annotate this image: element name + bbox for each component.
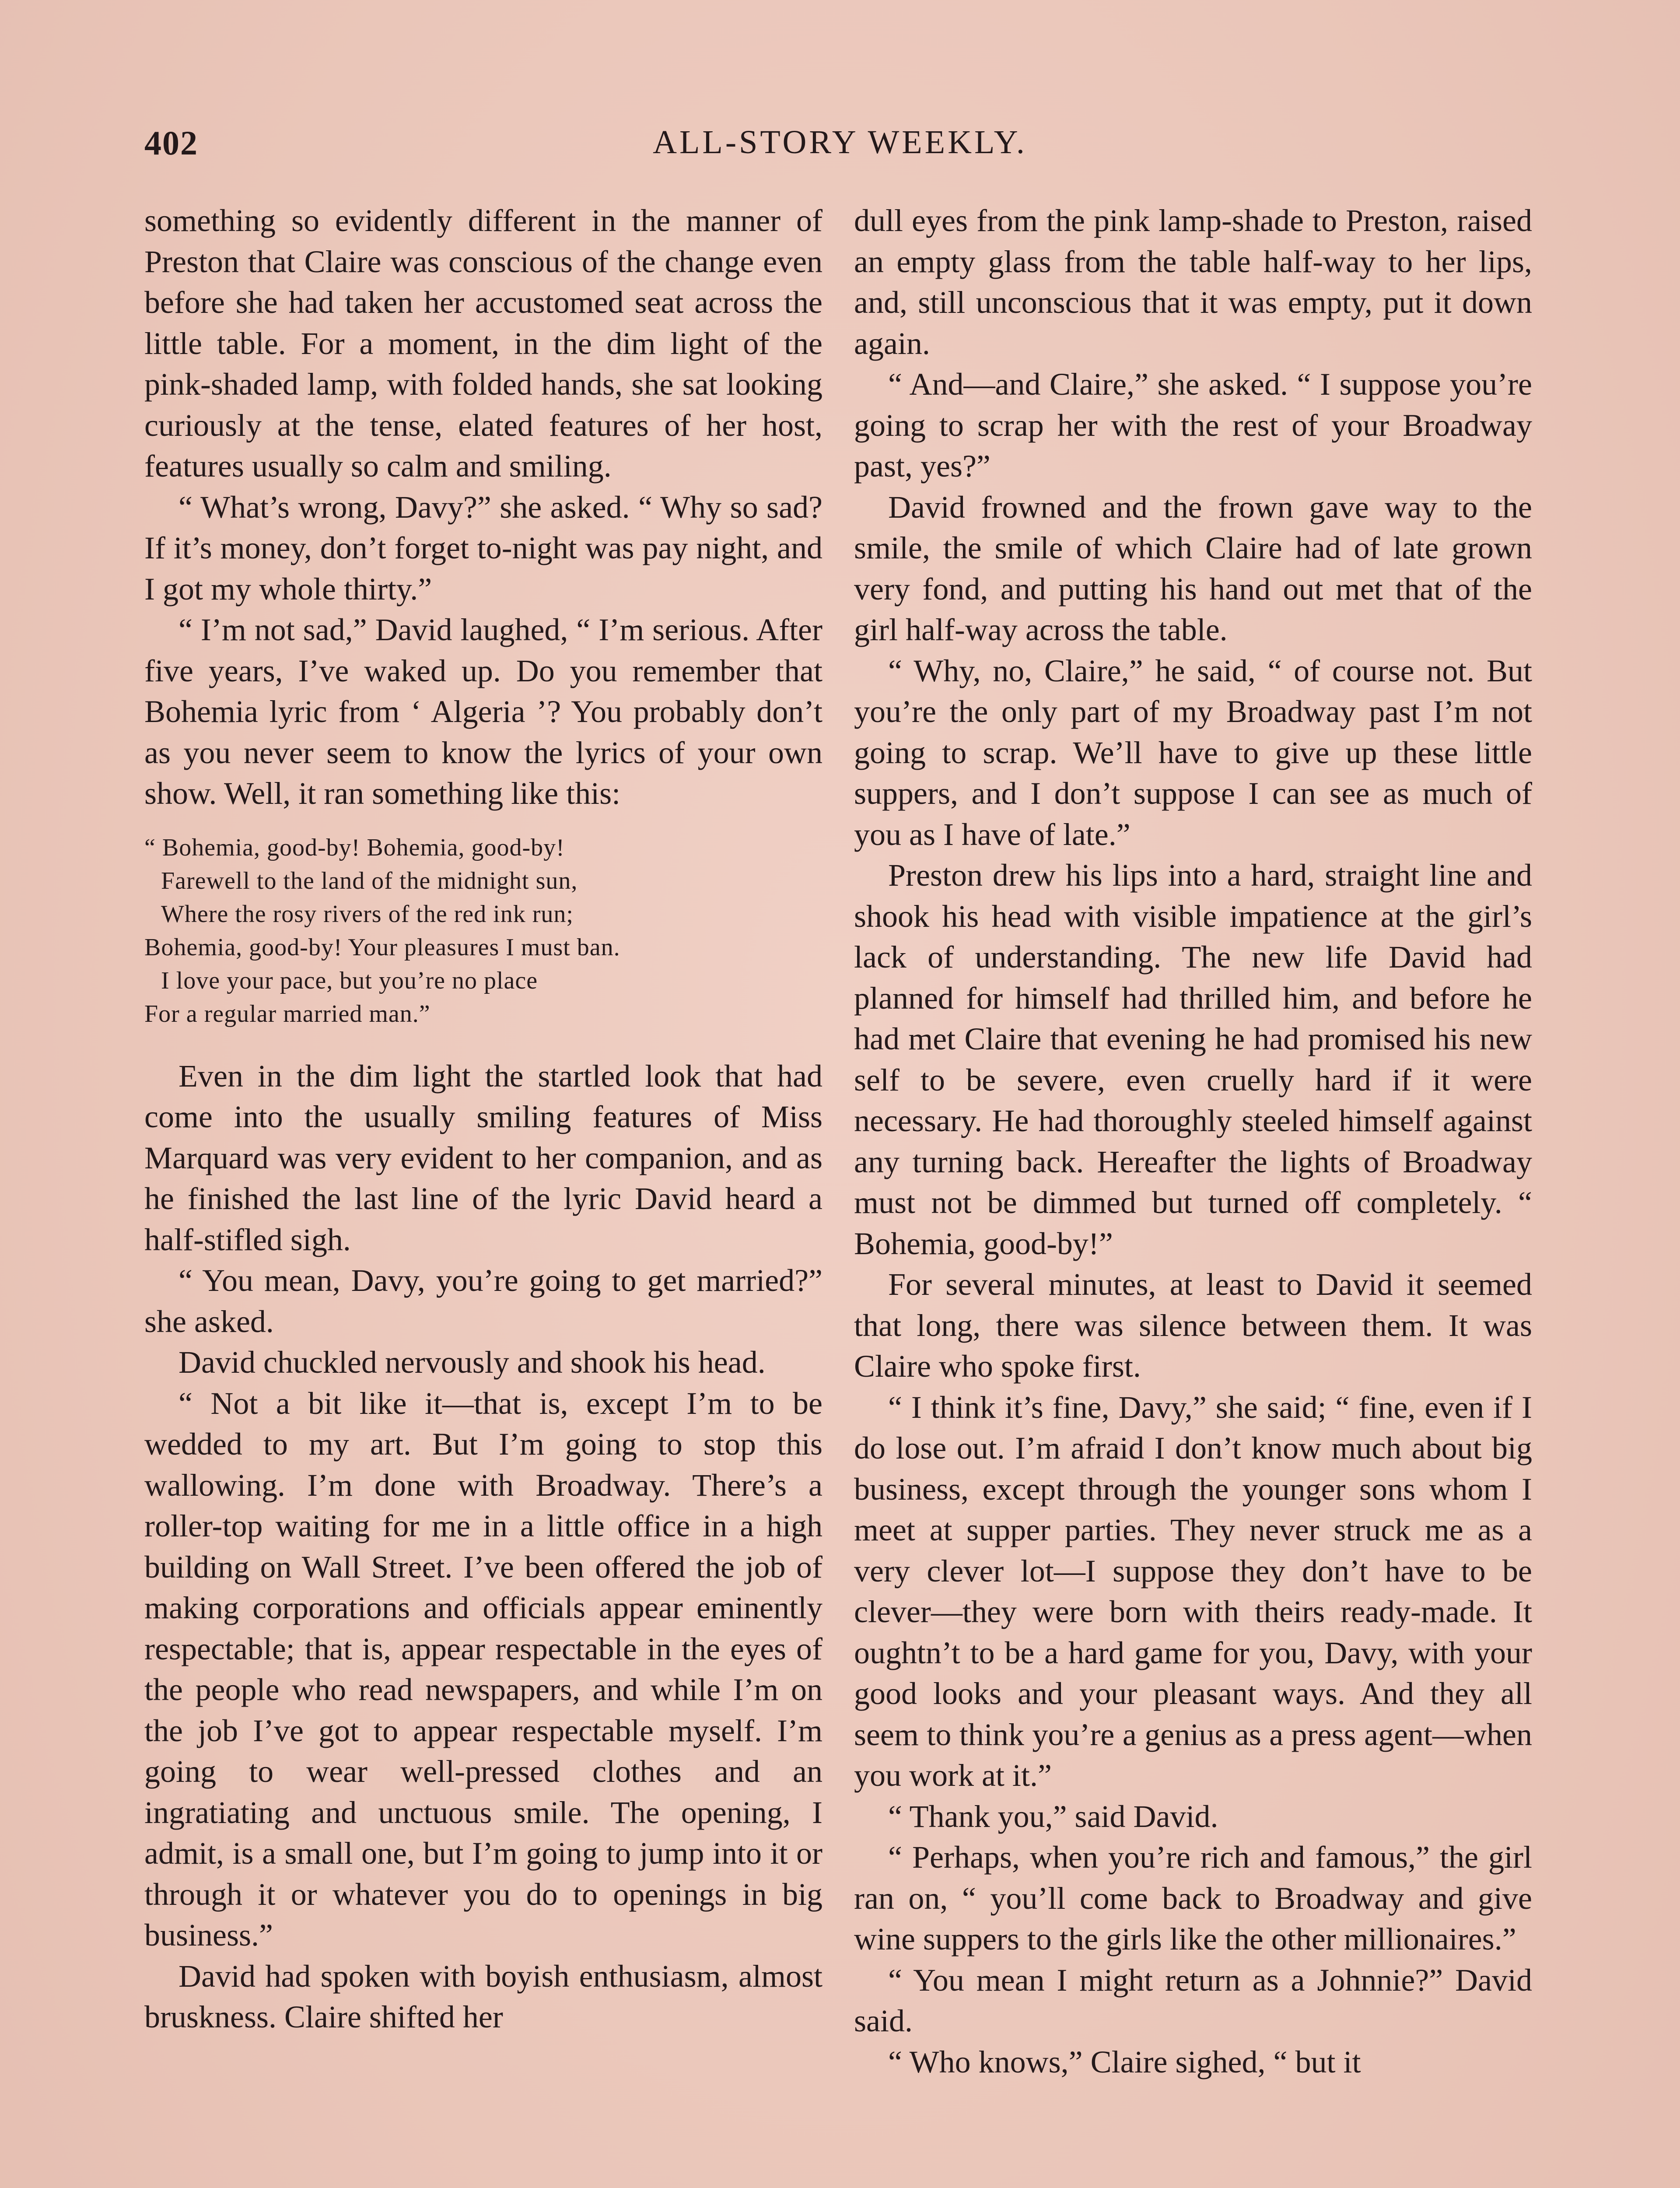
paragraph: “ You mean, Davy, you’re going to get married?” she asked. (144, 1263, 822, 1339)
paragraph: “ You mean I might return as a Johnnie?” David said. (854, 1962, 1532, 2038)
paragraph: Even in the dim light the startled look that had come into the usually smiling features of Miss Marquard was very evident to her companion, and as he finished the last line of the lyric David heard a half-stifled sigh. (144, 1058, 822, 1257)
paragraph: Preston drew his lips into a hard, straight line and shook his head with visible impatience at the girl’s lack of understanding. The new life David had planned for himself had thrilled him, and before he had met Claire that evening he had promised his new self to be severe, even cruelly hard if it were necessary. He had thoroughly steeled himself against any turning back. Hereafter the lights of Broadway must not be dimmed but turned off completely. “ Bohemia, good-by!” (854, 858, 1532, 1261)
page-header (144, 123, 1536, 176)
paragraph: “ Perhaps, when you’re rich and famous,” the girl ran on, “ you’ll come back to Broadway and give wine suppers to the girls like the other millionaires.” (854, 1840, 1532, 1957)
paragraph: “ And—and Claire,” she asked. “ I suppose you’re going to scrap her with the rest of your Broadway past, yes?” (854, 367, 1532, 484)
page-number: 402 (144, 124, 198, 162)
paragraph: For several minutes, at least to David it seemed that long, there was silence between them. It was Claire who spoke first. (854, 1267, 1532, 1384)
paragraph: “ Not a bit like it—that is, except I’m to be wedded to my art. But I’m going to stop this wallowing. I’m done with Broadway. There’s a roller-top waiting for me in a little office in a high building on Wall Street. I’ve been offered the job of making corporations and officials appear eminently respectable; that is, appear respectable in the eyes of the people who read newspapers, and while I’m on the job I’ve got to appear respectable myself. I’m going to wear well-pressed clothes and an ingratiating and unctuous smile. The opening, I admit, is a small one, but I’m going to jump into it or through it or whatever you do to openings in big business.” (144, 1385, 822, 1953)
lyric-quote (144, 831, 822, 1031)
paragraph: “ Why, no, Claire,” he said, “ of course not. But you’re the only part of my Broadway past I’m not going to scrap. We’ll have to give up these little suppers, and I don’t suppose I can see as much of you as I have of late.” (854, 653, 1532, 852)
poem-line: Where the rosy rivers of the red ink run; (161, 900, 574, 928)
paragraph: David frowned and the frown gave way to the smile, the smile of which Claire had of late grown very fond, and putting his hand out met that of the girl half-way across the table. (854, 489, 1532, 647)
paragraph: “ Who knows,” Claire sighed, “ but it (888, 2044, 1361, 2079)
paragraph: dull eyes from the pink lamp-shade to Preston, raised an empty glass from the table half-way to her lips, and, still unconscious that it was empty, put it down again. (854, 203, 1532, 361)
paragraph: “ I’m not sad,” David laughed, “ I’m serious. After five years, I’ve waked up. Do you remember that Bohemia lyric from ‘ Algeria ’? You probably don’t as you never seem to know the lyrics of your own show. Well, it ran something like this: (144, 612, 822, 811)
poem-line: Farewell to the land of the midnight sun, (161, 867, 578, 894)
poem-line: For a regular married man.” (144, 1000, 430, 1027)
poem-line: “ Bohemia, good-by! Bohemia, good-by! (144, 834, 565, 861)
paragraph: “ I think it’s fine, Davy,” she said; “ fine, even if I do lose out. I’m afraid I don’t know much about big business, except through the younger sons whom I meet at supper parties. They never struck me as a very clever lot—I suppose they don’t have to be clever—they were born with theirs ready-made. It oughtn’t to be a hard game for you, Davy, with your good looks and your pleasant ways. And they all seem to think you’re a genius as a press agent—when you work at it.” (854, 1389, 1532, 1793)
paragraph: David chuckled nervously and shook his head. (178, 1345, 766, 1380)
paragraph: something so evidently different in the manner of Preston that Claire was conscious of the change even before she had taken her accustomed seat across the little table. For a moment, in the dim light of the pink-shaded lamp, with folded hands, she sat looking curiously at the tense, elated features of her host, features usually so calm and smiling. (144, 203, 822, 484)
running-title: ALL-STORY WEEKLY. (653, 124, 1027, 161)
paragraph: David had spoken with boyish enthusiasm, almost bruskness. Claire shifted her (144, 1958, 822, 2034)
poem-line: Bohemia, good-by! Your pleasures I must ban. (144, 933, 620, 961)
paragraph: “ Thank you,” said David. (888, 1799, 1218, 1834)
poem-line: I love your pace, but you’re no place (161, 967, 538, 994)
right-column (854, 200, 1532, 2083)
paragraph: “ What’s wrong, Davy?” she asked. “ Why so sad? If it’s money, don’t forget to-night was pay night, and I got my whole thirty.” (144, 489, 822, 607)
left-column (144, 200, 822, 2038)
